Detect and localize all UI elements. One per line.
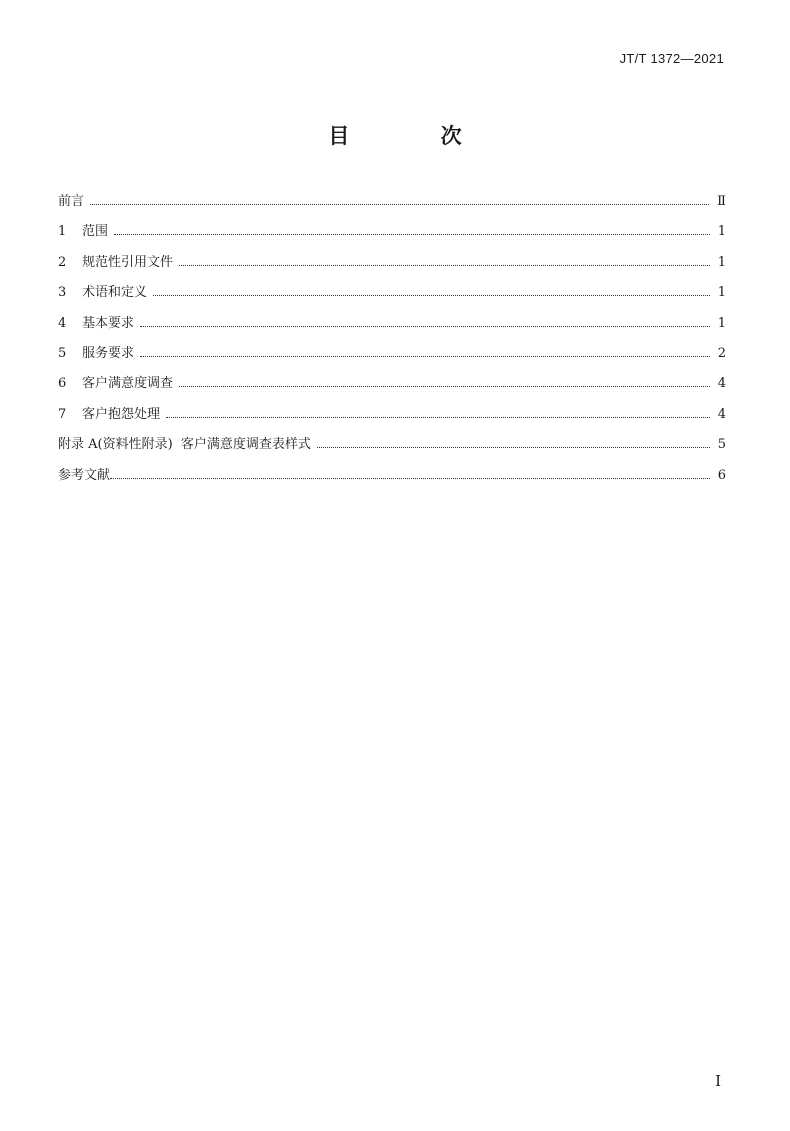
toc-entry-bibliography[interactable] [58, 464, 726, 494]
dot-leader [110, 478, 710, 479]
toc-entry-label: 前言 [58, 194, 85, 209]
toc-entry-page: 1 [717, 254, 726, 270]
toc-entry-label: 规范性引用文件 [82, 254, 174, 270]
toc-entry-page: Ⅱ [717, 194, 726, 209]
toc-entry-label: 范围 [82, 224, 109, 240]
table-of-contents [58, 190, 726, 494]
toc-entry-label: 客户抱怨处理 [82, 406, 161, 422]
dot-leader [166, 417, 710, 418]
dot-leader [179, 386, 710, 387]
toc-entry-label: 术语和定义 [82, 285, 148, 301]
toc-entry-number: 3 [58, 285, 67, 301]
toc-entry-appendix-a[interactable] [58, 433, 726, 463]
toc-entry-label: 基本要求 [82, 315, 135, 331]
toc-entry-page: 1 [717, 224, 726, 240]
dot-leader [179, 265, 710, 266]
dot-leader [114, 234, 710, 235]
toc-entry-foreword[interactable] [58, 190, 726, 220]
toc-entry-complaint-handling[interactable] [58, 403, 726, 433]
toc-entry-label: 附录 A(资料性附录) 客户满意度调查表样式 [58, 437, 311, 453]
toc-entry-terms-definitions[interactable] [58, 281, 726, 311]
toc-entry-normative-references[interactable] [58, 251, 726, 281]
toc-entry-page: 4 [717, 406, 726, 422]
toc-entry-number: 6 [58, 376, 67, 392]
dot-leader [153, 295, 710, 296]
toc-entry-number: 7 [58, 406, 67, 422]
toc-entry-page: 1 [717, 285, 726, 301]
toc-entry-number: 2 [58, 254, 67, 270]
toc-entry-label: 参考文献 [58, 467, 111, 483]
toc-entry-number: 5 [58, 345, 67, 361]
toc-entry-scope[interactable] [58, 220, 726, 250]
toc-entry-label: 客户满意度调查 [82, 376, 174, 392]
toc-entry-satisfaction-survey[interactable] [58, 372, 726, 402]
toc-entry-label: 服务要求 [82, 345, 135, 361]
toc-entry-page: 6 [717, 467, 726, 483]
dot-leader [90, 204, 709, 205]
page-number: I [715, 1072, 721, 1090]
toc-entry-page: 1 [717, 315, 726, 331]
dot-leader [140, 356, 710, 357]
dot-leader [140, 326, 710, 327]
toc-entry-number: 4 [58, 315, 67, 331]
dot-leader [317, 447, 710, 448]
toc-entry-page: 5 [717, 437, 726, 453]
document-code: JT/T 1372—2021 [619, 51, 724, 66]
toc-entry-basic-requirements[interactable] [58, 312, 726, 342]
toc-entry-number: 1 [58, 224, 67, 240]
toc-entry-page: 2 [717, 345, 726, 361]
page-title: 目 次 [328, 124, 504, 148]
toc-entry-page: 4 [717, 376, 726, 392]
toc-entry-service-requirements[interactable] [58, 342, 726, 372]
